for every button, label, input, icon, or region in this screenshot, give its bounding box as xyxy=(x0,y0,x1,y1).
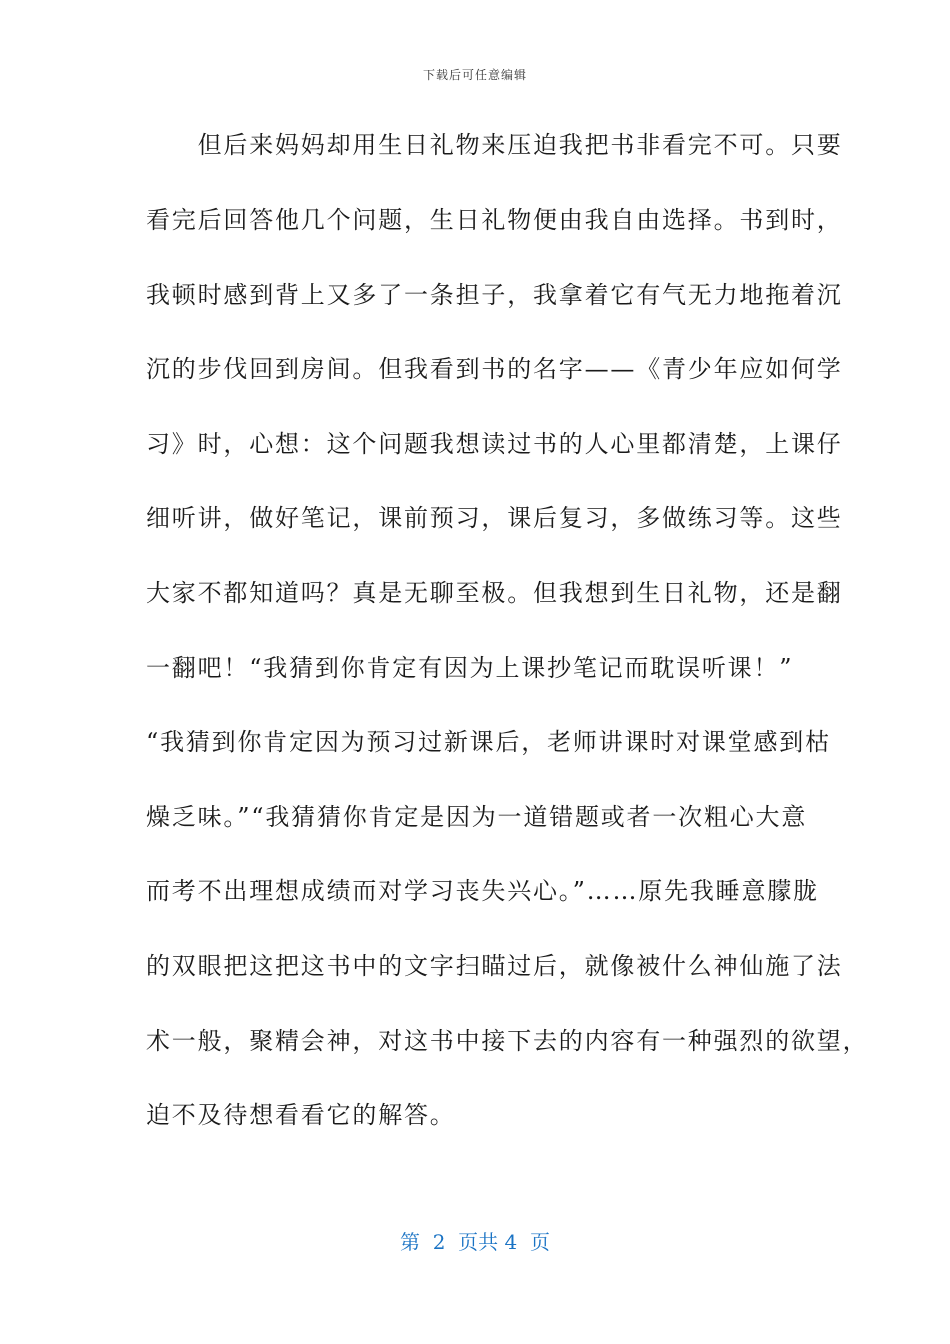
text-line: 迫不及待想看看它的解答。 xyxy=(146,1101,456,1129)
text-line: “我猜到你肯定因为预习过新课后，老师讲课时对课堂感到枯 xyxy=(146,728,831,756)
text-line: 细听讲，做好笔记，课前预习，课后复习，多做练习等。这些 xyxy=(146,504,843,532)
text-line: 沉的步伐回到房间。但我看到书的名字——《青少年应如何学 xyxy=(146,355,843,383)
text-line: 我顿时感到背上又多了一条担子，我拿着它有气无力地拖着沉 xyxy=(146,281,843,309)
page-header: 下载后可任意编辑 xyxy=(422,68,527,82)
text-line: 习》时，心想：这个问题我想读过书的人心里都清楚，上课仔 xyxy=(146,430,843,458)
text-line: 而考不出理想成绩而对学习丧失兴心。”……原先我睡意朦胧 xyxy=(146,877,819,905)
page-number-footer: 第 2 页共 4 页 xyxy=(400,1230,550,1254)
text-line: 大家不都知道吗？真是无聊至极。但我想到生日礼物，还是翻 xyxy=(146,579,843,607)
text-line: 一翻吧！“我猜到你肯定有因为上课抄笔记而耽误听课！” xyxy=(146,654,794,682)
text-line: 燥乏味。”“我猜猜你肯定是因为一道错题或者一次粗心大意 xyxy=(146,803,808,831)
text-line: 的双眼把这把这书中的文字扫瞄过后，就像被什么神仙施了法 xyxy=(146,952,843,980)
text-line: 术一般，聚精会神，对这书中接下去的内容有一种强烈的欲望， xyxy=(146,1027,869,1055)
text-line: 但后来妈妈却用生日礼物来压迫我把书非看完不可。只要 xyxy=(146,131,843,159)
text-line: 看完后回答他几个问题，生日礼物便由我自由选择。书到时， xyxy=(146,206,843,234)
